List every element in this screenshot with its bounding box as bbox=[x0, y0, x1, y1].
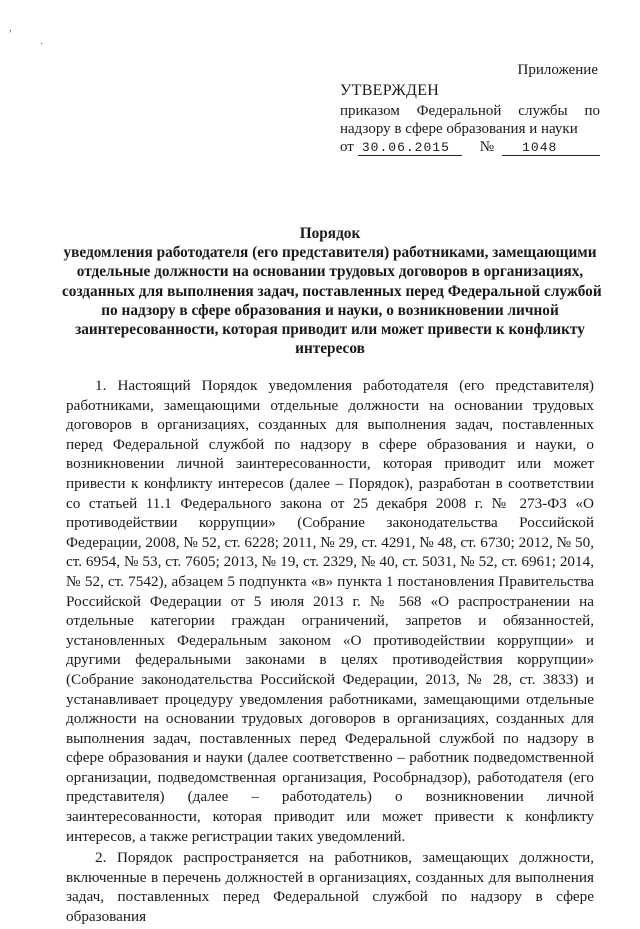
order-line-2: надзору в сфере образования и науки bbox=[340, 121, 578, 137]
order-line-1: приказом Федеральной службы по bbox=[340, 103, 600, 119]
document-body bbox=[66, 376, 594, 929]
title-line: Порядок bbox=[299, 225, 361, 242]
date-prefix: от bbox=[340, 139, 354, 155]
title-line: интересов bbox=[295, 340, 365, 358]
approved-label: УТВЕРЖДЕН bbox=[340, 82, 440, 99]
number-sign: № bbox=[479, 139, 495, 155]
date-number-row bbox=[340, 138, 600, 156]
title-line: по надзору в сфере образования и науки, о возникновении личной bbox=[101, 301, 559, 319]
title-line: заинтересованности, которая приводит или может привести к конфликту bbox=[75, 321, 585, 339]
paragraph-1: 1. Настоящий Порядок уведомления работодателя (его представителя) работниками, замещающими отдельные должности на основании трудовых договоров в организациях, созданных для выполнения задач, поставленных перед Федеральной службой по надзору в сфере образования и науки, о возникновении личной заинтересованности, которая приводит или может привести к конфликту интересов (далее – Порядок), разработан в соответствии со статьей 11.1 Федерального закона от 25 декабря 2008 г. № 273-ФЗ «О противодействии коррупции» (Собрание законодательства Российской Федерации, 2008, № 52, ст. 6228; 2011, № 29, ст. 4291, № 48, ст. 6730; 2012, № 50, ст. 6954, № 53, ст. 7605; 2013, № 19, ст. 2329, № 40, ст. 5031, № 52, ст. 6961; 2014, № 52, ст. 7542), абзацем 5 подпункта «в» пункта 1 постановления Правительства Российской Федерации от 5 июля 2013 г. № 568 «О распространении на отдельные категории граждан ограничений, запретов и обязанностей, установленных Федеральным законом «О противодействии коррупции» и другими федеральными законами в целях противодействия коррупции» (Собрание законодательства Российской Федерации, 2013, № 28, ст. 3833) и устанавливает процедуру уведомления работниками, замещающими отдельные должности на основании трудовых договоров в организациях, созданных для выполнения задач, поставленных перед Федеральной службой по надзору в сфере образования и науки (далее соответственно – работник подведомственной организации, подведомственная организация, Рособрнадзор), работодателя (его представителя) (далее – работодатель) о возникновении личной заинтересованности, которая приводит или может привести к конфликту интересов, а также регистрации таких уведомлений. bbox=[66, 377, 594, 845]
document-title bbox=[62, 224, 602, 358]
order-date: 30.06.2015 bbox=[358, 140, 462, 156]
paragraph-2: 2. Порядок распространяется на работников, замещающих должности, включенные в перечень должностей в организациях, созданных для выполнения задач, поставленных перед Федеральной службой по надзору в сфере образования bbox=[66, 849, 594, 926]
title-line: созданных для выполнения задач, поставленных перед Федеральной службой bbox=[62, 282, 602, 300]
scan-mark: · bbox=[40, 39, 44, 50]
approval-block bbox=[340, 82, 600, 156]
scan-mark: , bbox=[9, 23, 12, 34]
title-line: отдельные должности на основании трудовых договоров в организациях, bbox=[76, 263, 584, 281]
order-number: 1048 bbox=[502, 140, 600, 156]
appendix-label: Приложение bbox=[517, 62, 598, 78]
title-line: уведомления работодателя (его представителя) работниками, замещающими bbox=[63, 244, 597, 262]
